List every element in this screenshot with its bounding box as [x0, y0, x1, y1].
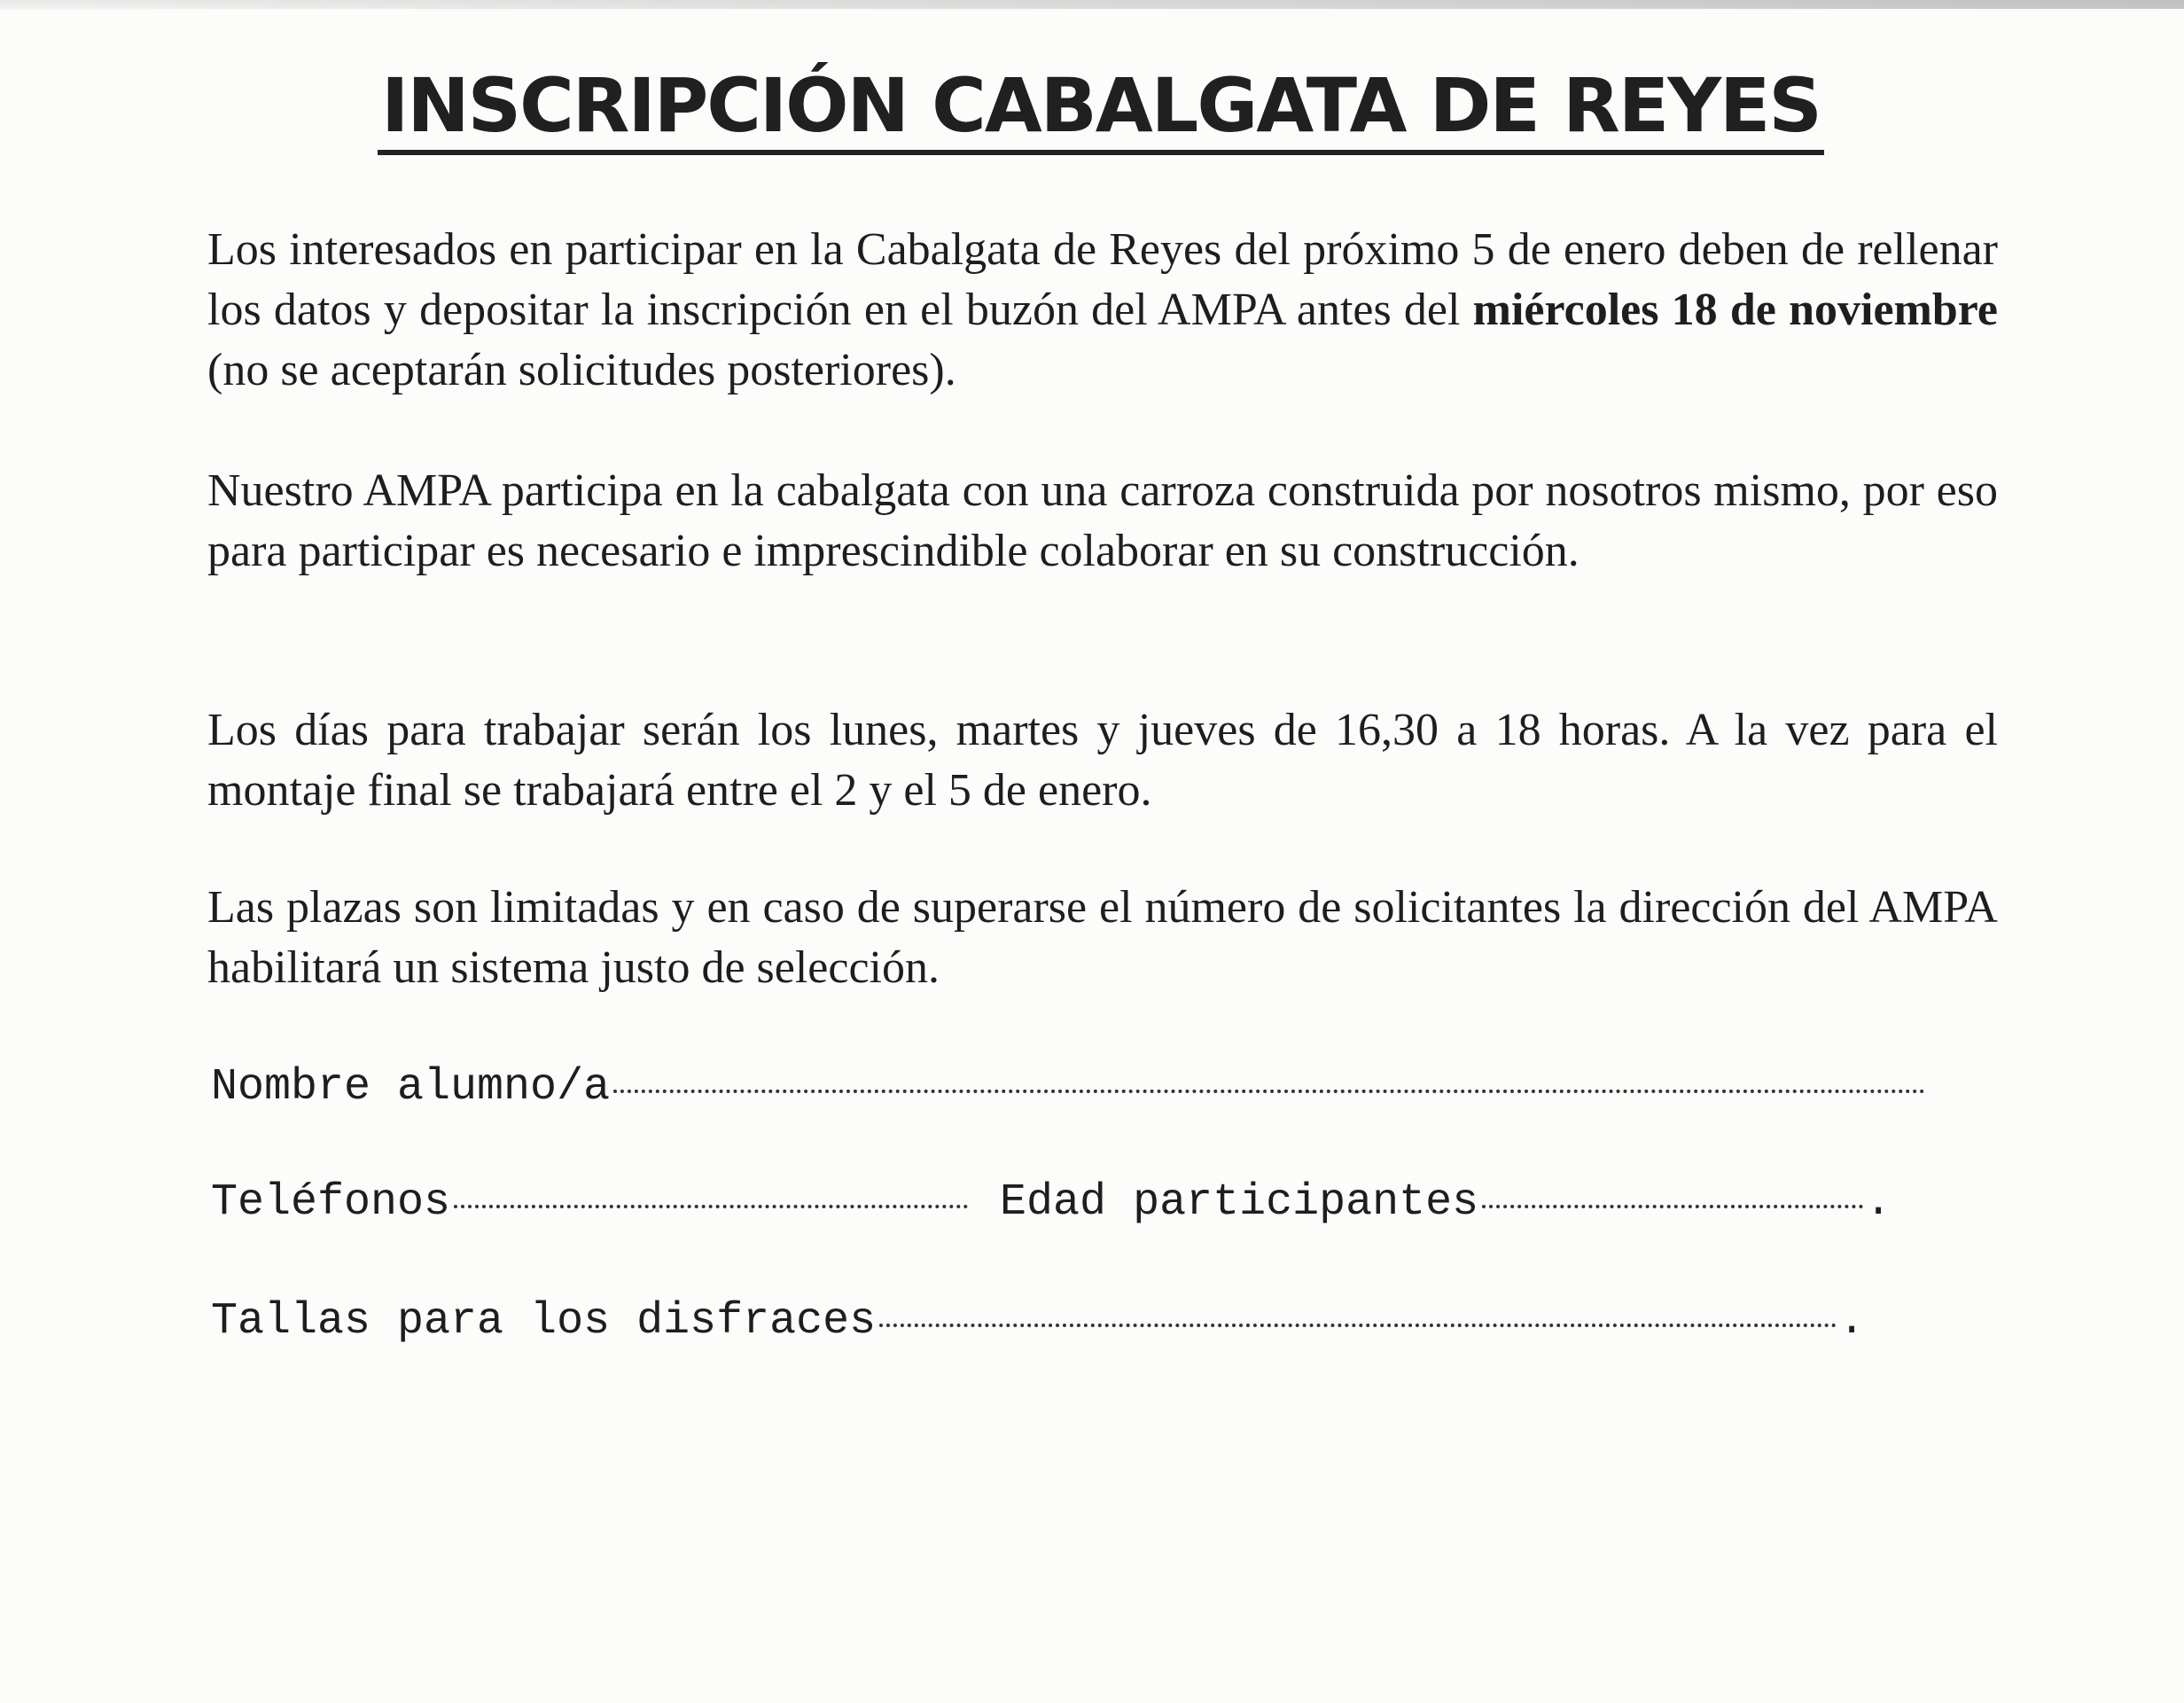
field-costume-sizes-label: Tallas para los disfraces	[211, 1296, 877, 1347]
paragraph-registration-deadline	[207, 220, 1998, 401]
paragraph-1-end: (no se aceptarán solicitudes posteriores).	[207, 345, 956, 395]
field-student-name-label: Nombre alumno/a	[211, 1062, 611, 1113]
costume-sizes-blank-line[interactable]	[879, 1324, 1837, 1327]
deadline-date: miércoles 18 de noviembre	[1472, 285, 1998, 335]
student-name-blank-line[interactable]	[613, 1090, 1925, 1093]
field-age-label: Edad participantes	[1000, 1177, 1479, 1228]
field-student-name	[211, 1062, 1925, 1113]
phones-blank-line[interactable]	[454, 1205, 968, 1208]
field-costume-sizes	[211, 1296, 1865, 1347]
title-text: INSCRIPCIÓN CABALGATA DE REYES	[378, 65, 1824, 155]
paragraph-work-schedule: Los días para trabajar serán los lunes, martes y jueves de 16,30 a 18 horas. A la vez para el montaje final se trabajará entre el 2 y el 5 de enero.	[207, 705, 1998, 816]
paragraph-float-construction: Nuestro AMPA participa en la cabalgata con una carroza construida por nosotros mismo, por eso para participar es necesario e imprescindible colaborar en su construcción.	[207, 465, 1998, 576]
paper-edge-shadow	[0, 0, 2184, 9]
field-costume-end-mark: .	[1838, 1296, 1866, 1347]
paragraph-limited-places: Las plazas son limitadas y en caso de superarse el número de solicitantes la dirección del AMPA habilitará un sistema justo de selección.	[207, 882, 1998, 993]
age-blank-line[interactable]	[1482, 1205, 1863, 1208]
field-phones-age	[211, 1177, 1892, 1228]
paragraph-1-start: Los interesados en participar en la Cabalgata de Reyes del próximo 5 de enero deben de rellenar los datos y depositar la inscripción en el buzón del AMPA antes del	[207, 224, 1998, 335]
field-age-end-mark: .	[1865, 1177, 1892, 1228]
field-phones-label: Teléfonos	[211, 1177, 451, 1228]
document-title	[0, 62, 2184, 155]
